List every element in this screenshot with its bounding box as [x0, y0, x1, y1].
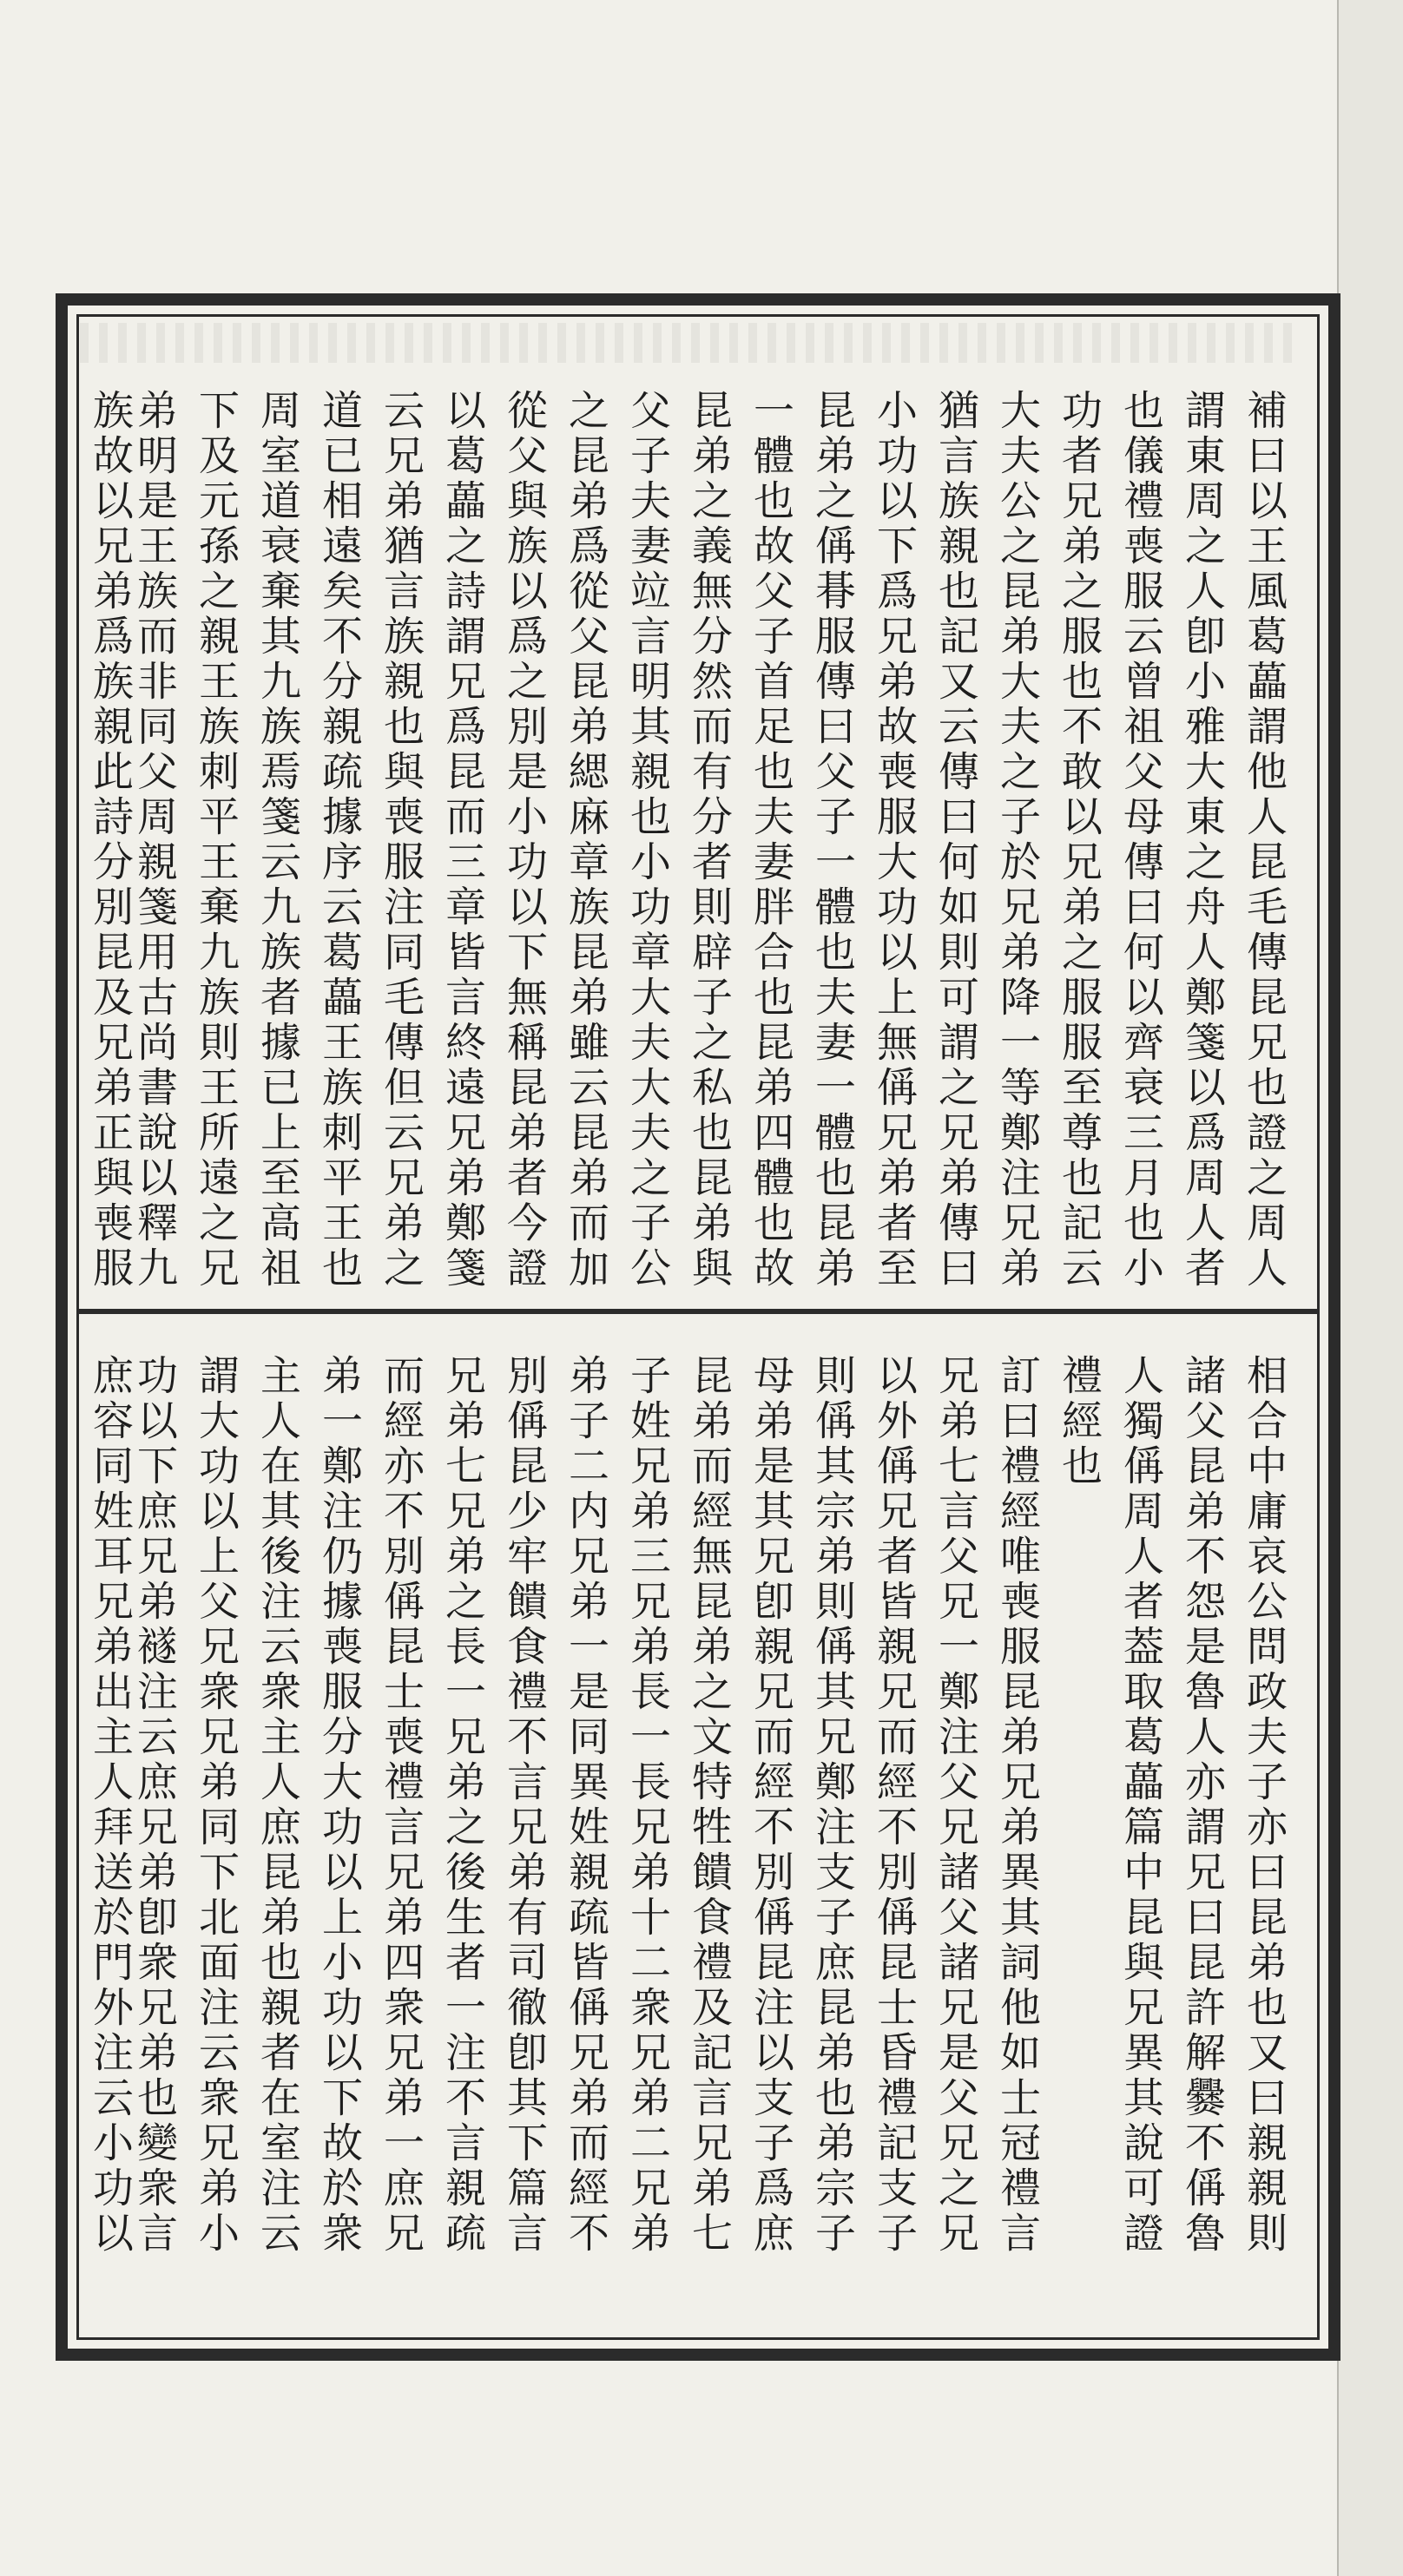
text-column: 子姓兄弟三兄弟長一長兄弟十二衆兄弟二兄弟 — [623, 1354, 671, 2257]
text-column: 而經亦不別偁昆士喪禮言兄弟四衆兄弟一庶兄 — [377, 1354, 425, 2257]
text-column: 父子夫妻竝言明其親也小功章大夫大夫之子公 — [623, 389, 671, 1291]
text-column: 人獨偁周人者葢取葛藟篇中昆與兄異其說可證 — [1116, 1354, 1164, 2257]
text-column: 則偁其宗弟則偁其兄鄭注支子庶昆弟也弟宗子 — [808, 1354, 856, 2257]
text-column: 謂東周之人卽小雅大東之舟人鄭箋以爲周人者 — [1178, 389, 1226, 1291]
text-column: 周室道衰棄其九族焉箋云九族者據已上至高祖 — [254, 389, 301, 1291]
text-column: 大夫公之昆弟大夫之子於兄弟降一等鄭注兄弟 — [993, 389, 1041, 1291]
text-column: 弟子二内兄弟一是同異姓親疏皆偁兄弟而經不 — [562, 1354, 609, 2257]
text-column: 昆弟之偁朞服傳曰父子一體也夫妻一體也昆弟 — [808, 389, 856, 1291]
text-column: 也儀禮喪服云曾祖父母傳曰何以齊衰三月也小 — [1116, 389, 1164, 1291]
text-column: 訂曰禮經唯喪服昆弟兄弟異其詞他如士冠禮言 — [993, 1354, 1041, 2257]
text-column: 功以下庶兄弟襚注云庶兄弟卽衆兄弟也變衆言 — [130, 1354, 178, 2257]
text-column: 兄弟七兄弟之長一兄弟之後生者一注不言親疏 — [438, 1354, 486, 2257]
text-column: 下及元孫之親王族刺平王棄九族則王所遠之兄 — [192, 389, 240, 1291]
text-column: 功者兄弟之服也不敢以兄弟之服服至尊也記云 — [1055, 389, 1103, 1291]
text-column: 之昆弟爲從父昆弟緦麻章族昆弟雖云昆弟而加 — [562, 389, 609, 1291]
text-column: 昆弟之義無分然而有分者則辟子之私也昆弟與 — [685, 389, 733, 1291]
text-column: 兄弟七言父兄一鄭注父兄諸父諸兄是父兄之兄 — [932, 1354, 979, 2257]
text-column: 昆弟而經無昆弟之文特牲饋食禮及記言兄弟七 — [685, 1354, 733, 2257]
text-column: 諸父昆弟不怨是魯人亦謂兄曰昆許解爨不偁魯 — [1178, 1354, 1226, 2257]
text-column: 以外偁兄者皆親兄而經不別偁昆士昏禮記支子 — [870, 1354, 918, 2257]
text-column: 庶容同姓耳兄弟出主人拜送於門外注云小功以 — [86, 1354, 134, 2257]
text-column: 一體也故父子首足也夫妻胖合也昆弟四體也故 — [747, 389, 794, 1291]
text-column: 族故以兄弟爲族親此詩分別昆及兄弟正與喪服 — [86, 389, 134, 1291]
bleed-through-text — [80, 323, 1295, 363]
text-column: 相合中庸哀公問政夫子亦曰昆弟也又曰親親則 — [1240, 1354, 1288, 2257]
text-column: 小功以下爲兄弟故喪服大功以上無偁兄弟者至 — [870, 389, 918, 1291]
text-column: 猶言族親也記又云傳曰何如則可謂之兄弟傳曰 — [932, 389, 979, 1291]
text-column: 從父與族以爲之別是小功以下無稱昆弟者今證 — [500, 389, 548, 1291]
text-column: 補曰以王風葛藟謂他人昆毛傳昆兄也證之周人 — [1240, 389, 1288, 1291]
text-column: 禮經也 — [1055, 1354, 1103, 1489]
adjacent-page-edge — [1337, 0, 1403, 2576]
text-column: 云兄弟猶言族親也與喪服注同毛傳但云兄弟之 — [377, 389, 425, 1291]
text-column: 別偁昆少牢饋食禮不言兄弟有司徹卽其下篇言 — [500, 1354, 548, 2257]
text-column: 以葛藟之詩謂兄爲昆而三章皆言終遠兄弟鄭箋 — [438, 389, 486, 1291]
text-column: 謂大功以上父兄衆兄弟同下北面注云衆兄弟小 — [192, 1354, 240, 2257]
register-divider — [76, 1309, 1320, 1314]
text-column: 主人在其後注云衆主人庶昆弟也親者在室注云 — [254, 1354, 301, 2257]
text-column: 母弟是其兄卽親兄而經不別偁昆注以支子爲庶 — [747, 1354, 794, 2257]
text-column: 弟一鄭注仍據喪服分大功以上小功以下故於衆 — [315, 1354, 363, 2257]
text-column: 道已相遠矣不分親疏據序云葛藟王族刺平王也 — [315, 389, 363, 1291]
text-column: 弟明是王族而非同父周親箋用古尚書說以釋九 — [130, 389, 178, 1291]
